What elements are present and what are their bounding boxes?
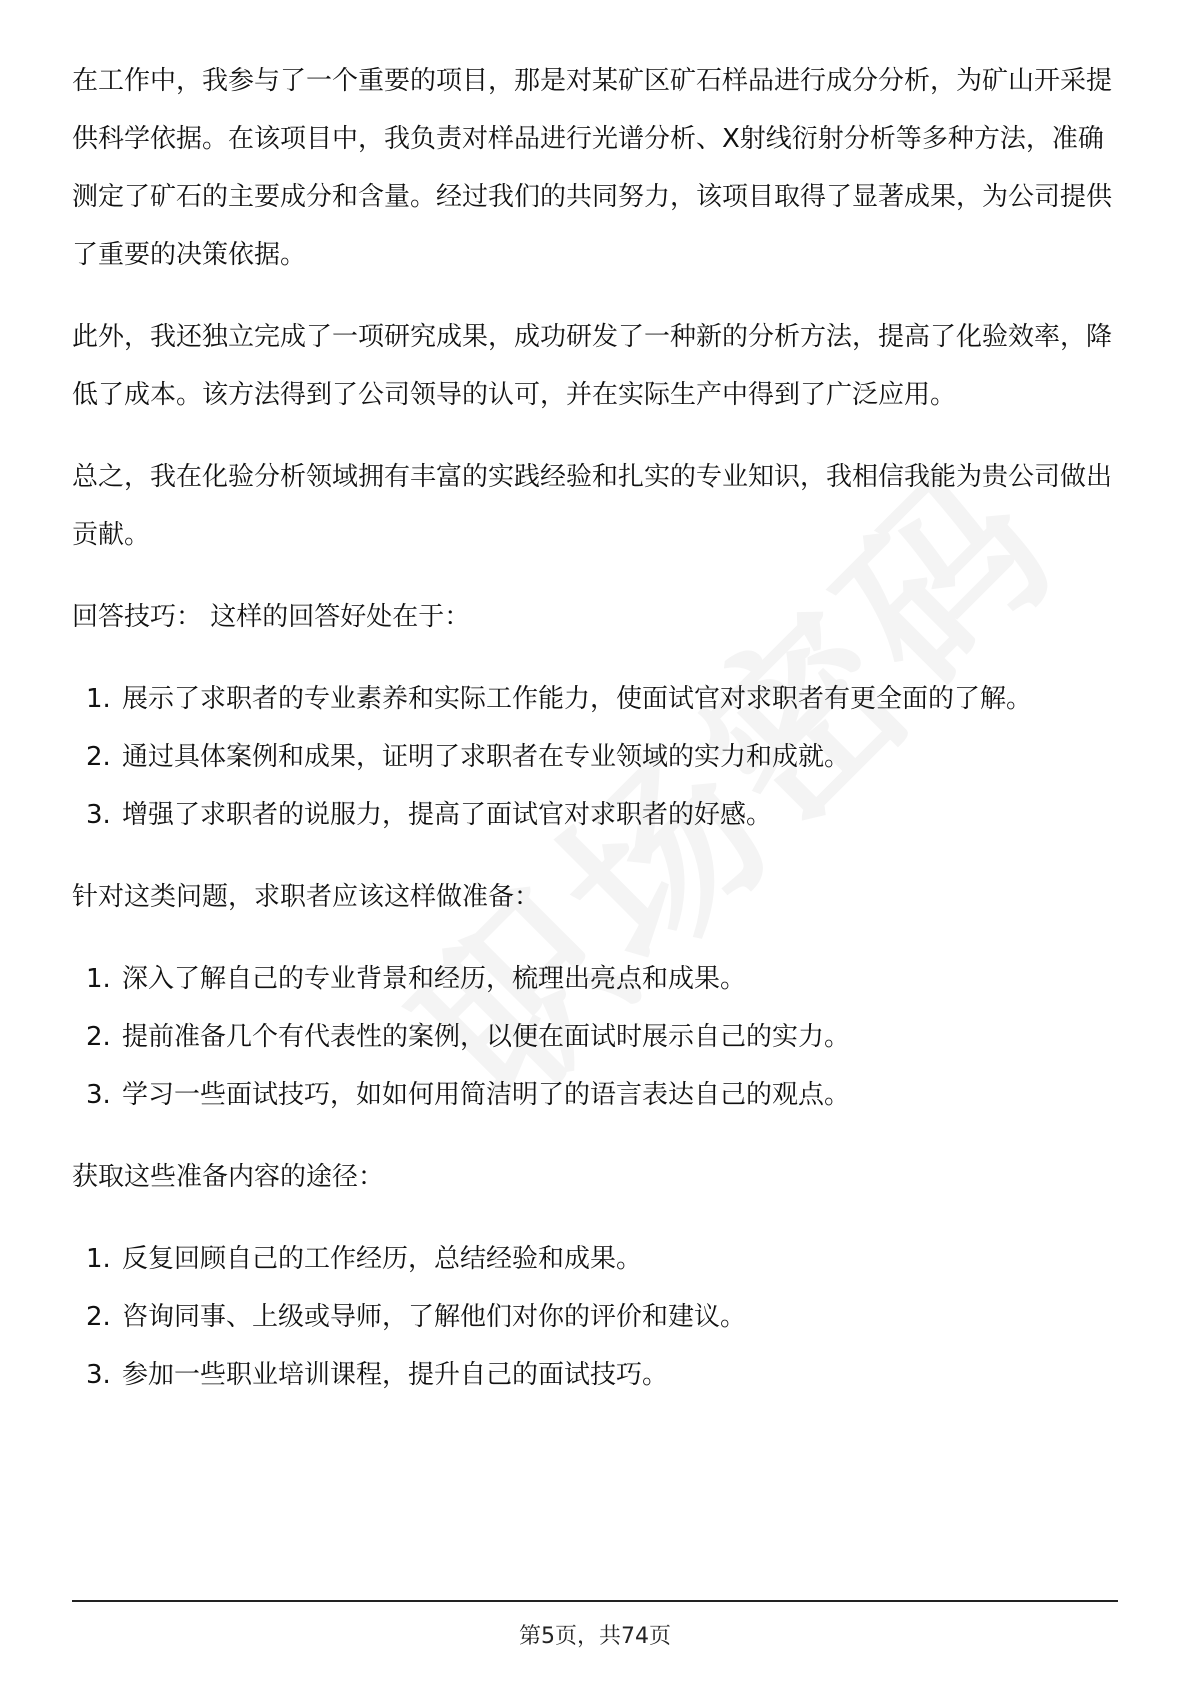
list-number: 3. — [86, 1360, 111, 1390]
list-number: 1. — [86, 1244, 111, 1274]
paragraph-research: 此外，我还独立完成了一项研究成果，成功研发了一种新的分析方法，提高了化验效率，降低了成本。该方法得到了公司领导的认可，并在实际生产中得到了广泛应用。 — [72, 322, 1113, 410]
tips-heading: 回答技巧： 这样的回答好处在于： — [72, 602, 471, 632]
list-number: 1. — [86, 964, 111, 994]
list-text: 咨询同事、上级或导师，了解他们对你的评价和建议。 — [122, 1302, 747, 1332]
list-item — [72, 786, 1122, 844]
list-text: 提前准备几个有代表性的案例，以便在面试时展示自己的实力。 — [122, 1022, 851, 1052]
sources-list — [72, 1230, 1122, 1404]
document-body — [72, 52, 1122, 1428]
paragraph-project: 在工作中，我参与了一个重要的项目，那是对某矿区矿石样品进行成分分析，为矿山开采提供科学依据。在该项目中，我负责对样品进行光谱分析、X射线衍射分析等多种方法，准确测定了矿石的主要成分和含量。经过我们的共同努力，该项目取得了显著成果，为公司提供了重要的决策依据。 — [72, 66, 1113, 270]
list-number: 2. — [86, 1022, 111, 1052]
list-number: 1. — [86, 684, 111, 714]
list-text: 参加一些职业培训课程，提升自己的面试技巧。 — [122, 1360, 669, 1390]
list-item — [72, 1230, 1122, 1288]
prep-heading: 针对这类问题，求职者应该这样做准备： — [72, 882, 541, 912]
paragraph-summary: 总之，我在化验分析领域拥有丰富的实践经验和扎实的专业知识，我相信我能为贵公司做出贡献。 — [72, 462, 1113, 550]
list-text: 反复回顾自己的工作经历，总结经验和成果。 — [122, 1244, 643, 1274]
list-text: 增强了求职者的说服力，提高了面试官对求职者的好感。 — [122, 800, 773, 830]
list-text: 通过具体案例和成果，证明了求职者在专业领域的实力和成就。 — [122, 742, 851, 772]
list-number: 2. — [86, 742, 111, 772]
list-item — [72, 1346, 1122, 1404]
list-item — [72, 950, 1122, 1008]
list-item — [72, 1008, 1122, 1066]
list-number: 2. — [86, 1302, 111, 1332]
list-number: 3. — [86, 800, 111, 830]
sources-heading: 获取这些准备内容的途径： — [72, 1162, 385, 1192]
page-number: 第5页，共74页 — [519, 1624, 671, 1649]
list-text: 展示了求职者的专业素养和实际工作能力，使面试官对求职者有更全面的了解。 — [122, 684, 1033, 714]
footer-divider — [72, 1600, 1118, 1602]
tips-list — [72, 670, 1122, 844]
prep-list — [72, 950, 1122, 1124]
list-item — [72, 1066, 1122, 1124]
list-text: 深入了解自己的专业背景和经历，梳理出亮点和成果。 — [122, 964, 747, 994]
list-number: 3. — [86, 1080, 111, 1110]
list-text: 学习一些面试技巧，如如何用简洁明了的语言表达自己的观点。 — [122, 1080, 851, 1110]
list-item — [72, 1288, 1122, 1346]
list-item — [72, 728, 1122, 786]
list-item — [72, 670, 1122, 728]
